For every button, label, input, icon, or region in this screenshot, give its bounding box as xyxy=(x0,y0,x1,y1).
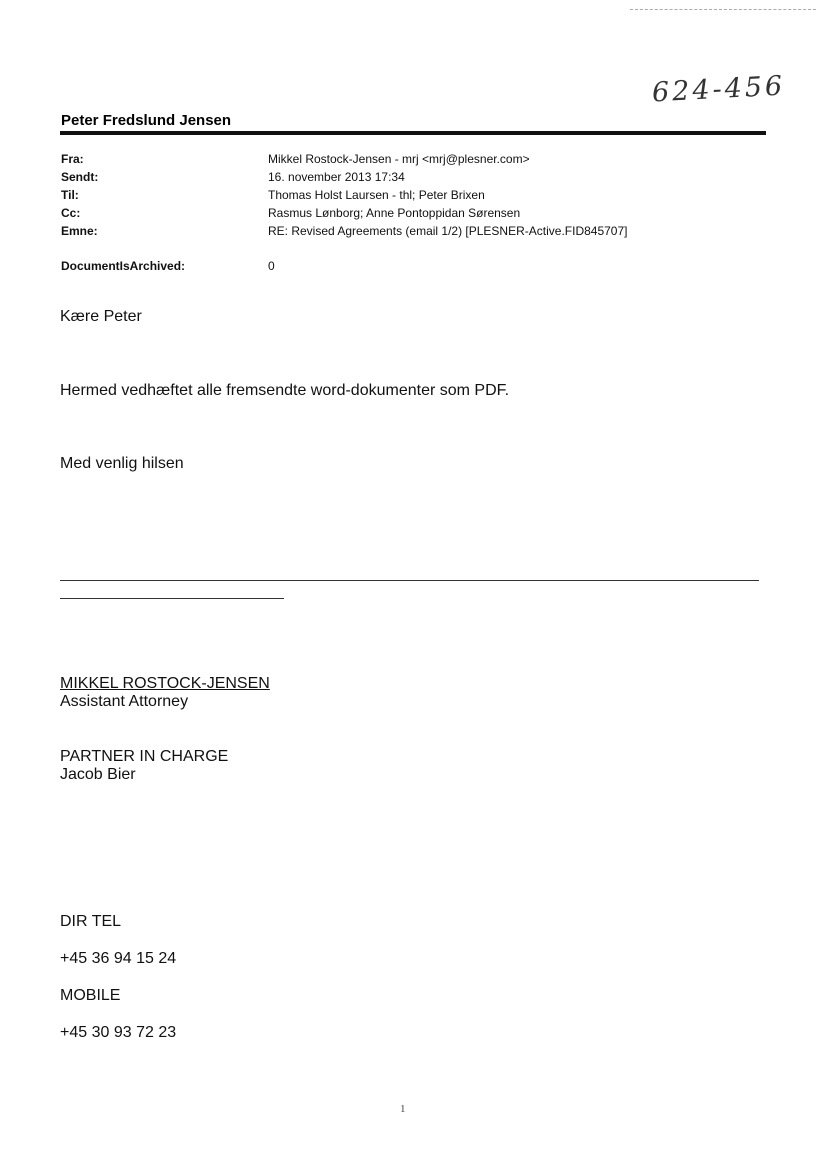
cc-label: Cc: xyxy=(61,206,81,220)
greeting: Kære Peter xyxy=(60,308,142,325)
partner-label: PARTNER IN CHARGE xyxy=(60,748,229,765)
page-number: 1 xyxy=(400,1103,406,1115)
to-value: Thomas Holst Laursen - thl; Peter Brixen xyxy=(268,188,485,202)
from-label: Fra: xyxy=(61,152,84,166)
scan-edge-mark xyxy=(630,9,816,10)
mailbox-owner-name: Peter Fredslund Jensen xyxy=(61,112,232,129)
signature-separator-long xyxy=(60,580,759,581)
signature-name: MIKKEL ROSTOCK-JENSEN xyxy=(60,675,270,692)
to-label: Til: xyxy=(61,188,79,202)
archived-value: 0 xyxy=(268,259,275,273)
signature-separator-short xyxy=(60,598,284,599)
closing: Med venlig hilsen xyxy=(60,455,184,472)
cc-value: Rasmus Lønborg; Anne Pontoppidan Sørensen xyxy=(268,206,521,220)
sent-value: 16. november 2013 17:34 xyxy=(268,170,405,184)
header-rule xyxy=(60,131,766,135)
from-value: Mikkel Rostock-Jensen - mrj <mrj@plesner.com> xyxy=(268,152,530,166)
partner-name: Jacob Bier xyxy=(60,766,136,783)
dir-tel-label: DIR TEL xyxy=(60,913,122,930)
archived-label: DocumentIsArchived: xyxy=(61,259,186,273)
message-text: Hermed vedhæftet alle fremsendte word-dokumenter som PDF. xyxy=(60,382,510,399)
subject-value: RE: Revised Agreements (email 1/2) [PLESNER-Active.FID845707] xyxy=(268,224,628,238)
sent-label: Sendt: xyxy=(61,170,99,184)
signature-title: Assistant Attorney xyxy=(60,693,189,710)
mobile-number: +45 30 93 72 23 xyxy=(60,1024,177,1041)
dir-tel-number: +45 36 94 15 24 xyxy=(60,950,177,967)
subject-label: Emne: xyxy=(61,224,98,238)
handwritten-page-reference: 624-456 xyxy=(651,70,786,109)
mobile-label: MOBILE xyxy=(60,987,121,1004)
